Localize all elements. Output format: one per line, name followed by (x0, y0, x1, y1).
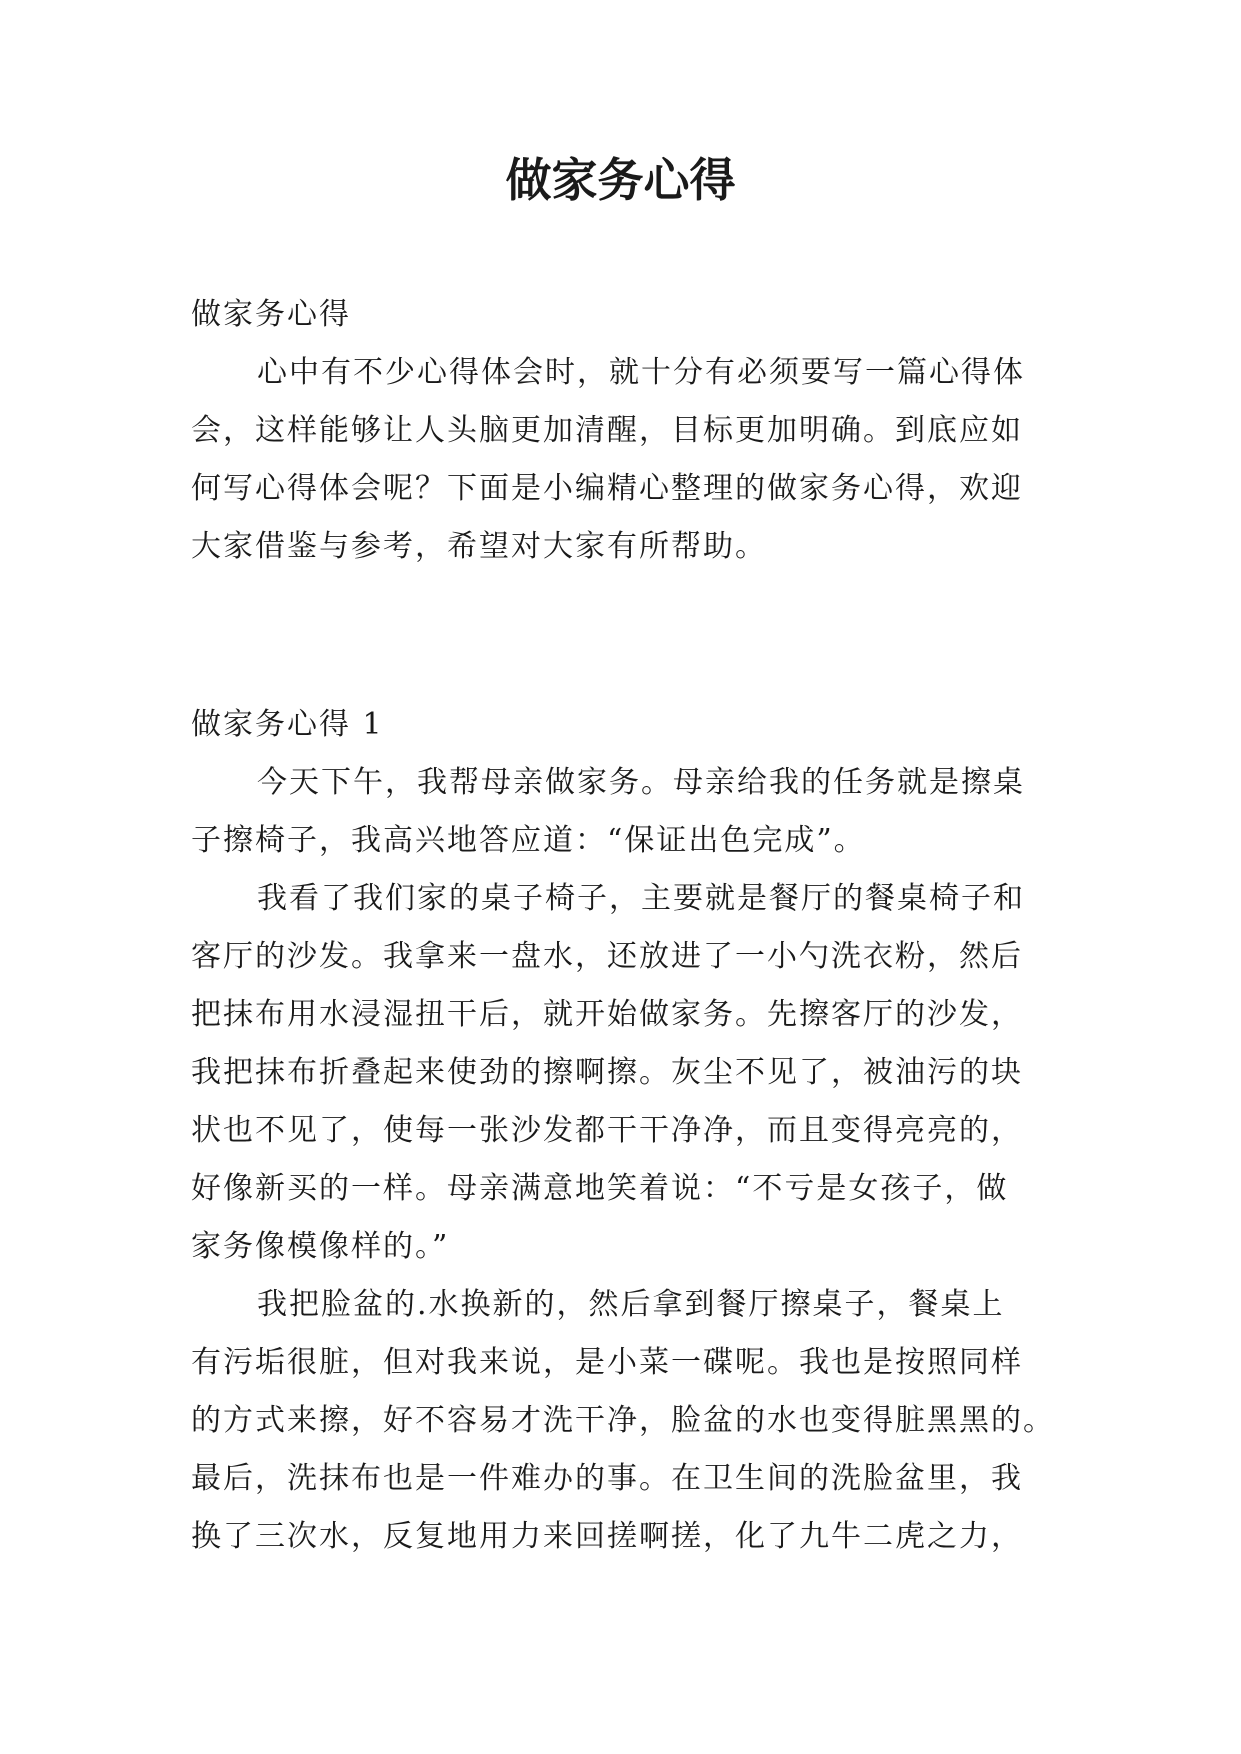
section1-p3-line: 有污垢很脏，但对我来说，是小菜一碟呢。我也是按照同样 (191, 1345, 1023, 1380)
section1-p1-line: 今天下午，我帮母亲做家务。母亲给我的任务就是擦桌 (257, 765, 1025, 800)
section1-p2-line: 把抹布用水浸湿扭干后，就开始做家务。先擦客厅的沙发， (191, 997, 1023, 1032)
section1-p2-line: 好像新买的一样。母亲满意地笑着说：“不亏是女孩子，做 (191, 1171, 1009, 1206)
intro-line: 何写心得体会呢？下面是小编精心整理的做家务心得，欢迎 (191, 471, 1023, 506)
section1-block (191, 696, 1053, 1566)
intro-line: 心中有不少心得体会时，就十分有必须要写一篇心得体 (257, 355, 1025, 390)
section1-p2-line: 我看了我们家的桌子椅子，主要就是餐厅的餐桌椅子和 (257, 881, 1025, 916)
document-title: 做家务心得 (505, 153, 736, 207)
section1-p2-line: 客厅的沙发。我拿来一盘水，还放进了一小勺洗衣粉，然后 (191, 939, 1023, 974)
intro-line: 大家借鉴与参考，希望对大家有所帮助。 (191, 529, 767, 564)
intro-heading: 做家务心得 (191, 297, 351, 332)
section1-p2-line: 家务像模像样的。” (191, 1229, 450, 1264)
intro-block (191, 286, 1053, 576)
section1-p2-line: 我把抹布折叠起来使劲的擦啊擦。灰尘不见了，被油污的块 (191, 1055, 1023, 1090)
section1-p1-line: 子擦椅子，我高兴地答应道：“保证出色完成”。 (191, 823, 866, 858)
section1-heading: 做家务心得 1 (191, 707, 384, 742)
section1-p3-line: 我把脸盆的.水换新的，然后拿到餐厅擦桌子，餐桌上 (257, 1287, 1005, 1322)
intro-line: 会，这样能够让人头脑更加清醒，目标更加明确。到底应如 (191, 413, 1023, 448)
section1-p3-line: 换了三次水，反复地用力来回搓啊搓，化了九牛二虎之力， (191, 1519, 1023, 1554)
section1-p2-line: 状也不见了，使每一张沙发都干干净净，而且变得亮亮的， (191, 1113, 1023, 1148)
section1-p3-line: 的方式来擦，好不容易才洗干净，脸盆的水也变得脏黑黑的。 (191, 1403, 1055, 1438)
section1-p3-line: 最后，洗抹布也是一件难办的事。在卫生间的洗脸盆里，我 (191, 1461, 1023, 1496)
